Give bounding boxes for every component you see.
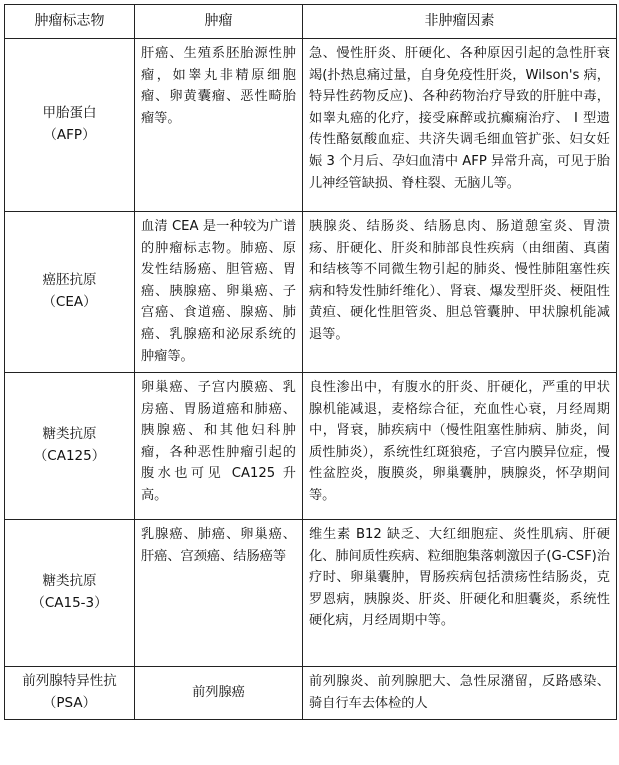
tumor-cell: 乳腺癌、肺癌、卵巢癌、肝癌、宫颈癌、结肠癌等 [135,520,303,667]
marker-name: 糖类抗原 [42,426,97,443]
marker-abbr: （AFP） [43,127,96,143]
marker-abbr: （PSA） [42,695,97,711]
table-row [5,212,617,373]
tumor-cell: 卵巢癌、子宫内膜癌、乳房癌、胃肠道癌和肺癌、胰腺癌、和其他妇科肿瘤，各种恶性肿瘤引起的腹水也可见 CA125 升高。 [135,373,303,520]
marker-name: 前列腺特异性抗 [22,673,117,690]
marker-cell [5,39,135,212]
table-row [5,520,617,667]
table-row [5,39,617,212]
marker-abbr: （CA15-3） [31,595,108,611]
marker-cell [5,212,135,373]
table-row [5,667,617,720]
table-row [5,373,617,520]
tumor-marker-table [4,4,617,720]
marker-name: 糖类抗原 [42,573,97,590]
marker-cell [5,667,135,720]
non-tumor-cell: 维生素 B12 缺乏、大红细胞症、炎性肌病、肝硬化、肺间质性疾病、粒细胞集落刺激因子(G-CSF)治疗时、卵巢囊肿，胃肠疾病包括溃疡性结肠炎，克罗恩病，胰腺炎、肝炎、肝硬化和胆囊炎，系统性硬化病，月经周期中等。 [303,520,617,667]
marker-cell [5,373,135,520]
table-header-row [5,5,617,39]
marker-name: 癌胚抗原 [42,272,97,289]
non-tumor-cell: 良性渗出中，有腹水的肝炎、肝硬化，严重的甲状腺机能减退，麦格综合征，充血性心衰，月经周期中，肾衰，肺疾病中（慢性阻塞性肺病、肺炎，间质性肺炎），系统性红斑狼疮，子宫内膜异位症，慢性盆腔炎，腹膜炎，卵巢囊肿，胰腺炎，怀孕期间等。 [303,373,617,520]
tumor-cell: 前列腺癌 [135,667,303,720]
header-non-tumor: 非肿瘤因素 [303,5,617,39]
non-tumor-cell: 急、慢性肝炎、肝硬化、各种原因引起的急性肝衰竭(扑热息痛过量，自身免疫性肝炎，Wilson's 病，特异性药物反应)、各种药物治疗导致的肝脏中毒，如睾丸癌的化疗，接受麻醉或抗癫痫治疗、 Ⅰ 型遗传性酪氨酸血症、共济失调毛细血管扩张、妇女妊娠 3 个月后、孕妇血清中 AFP 异常升高，可见于胎儿神经管缺损、脊柱裂、无脑儿等。 [303,39,617,212]
marker-abbr: （CEA） [42,294,97,310]
header-tumor: 肿瘤 [135,5,303,39]
header-marker: 肿瘤标志物 [5,5,135,39]
non-tumor-cell: 前列腺炎、前列腺肥大、急性尿潴留，反路感染、骑自行车去体检的人 [303,667,617,720]
marker-abbr: （CA125） [33,448,106,464]
tumor-cell: 肝癌、生殖系胚胎源性肿瘤，如睾丸非精原细胞瘤、卵黄囊瘤、恶性畸胎瘤等。 [135,39,303,212]
non-tumor-cell: 胰腺炎、结肠炎、结肠息肉、肠道憩室炎、胃溃疡、肝硬化、肝炎和肺部良性疾病（由细菌、真菌和结核等不同微生物引起的肺炎、慢性肺阻塞性疾病和特发性肺纤维化）、肾衰、爆发型肝炎、梗阻性黄疸、硬化性胆管炎、胆总管囊肿、甲状腺机能减退等。 [303,212,617,373]
marker-cell [5,520,135,667]
marker-name: 甲胎蛋白 [42,105,97,122]
tumor-cell: 血清 CEA 是一种较为广谱的肿瘤标志物。肺癌、原发性结肠癌、胆管癌、胃癌、胰腺癌、卵巢癌、子宫癌、食道癌、腺癌、肺癌、乳腺癌和泌尿系统的肿瘤等。 [135,212,303,373]
